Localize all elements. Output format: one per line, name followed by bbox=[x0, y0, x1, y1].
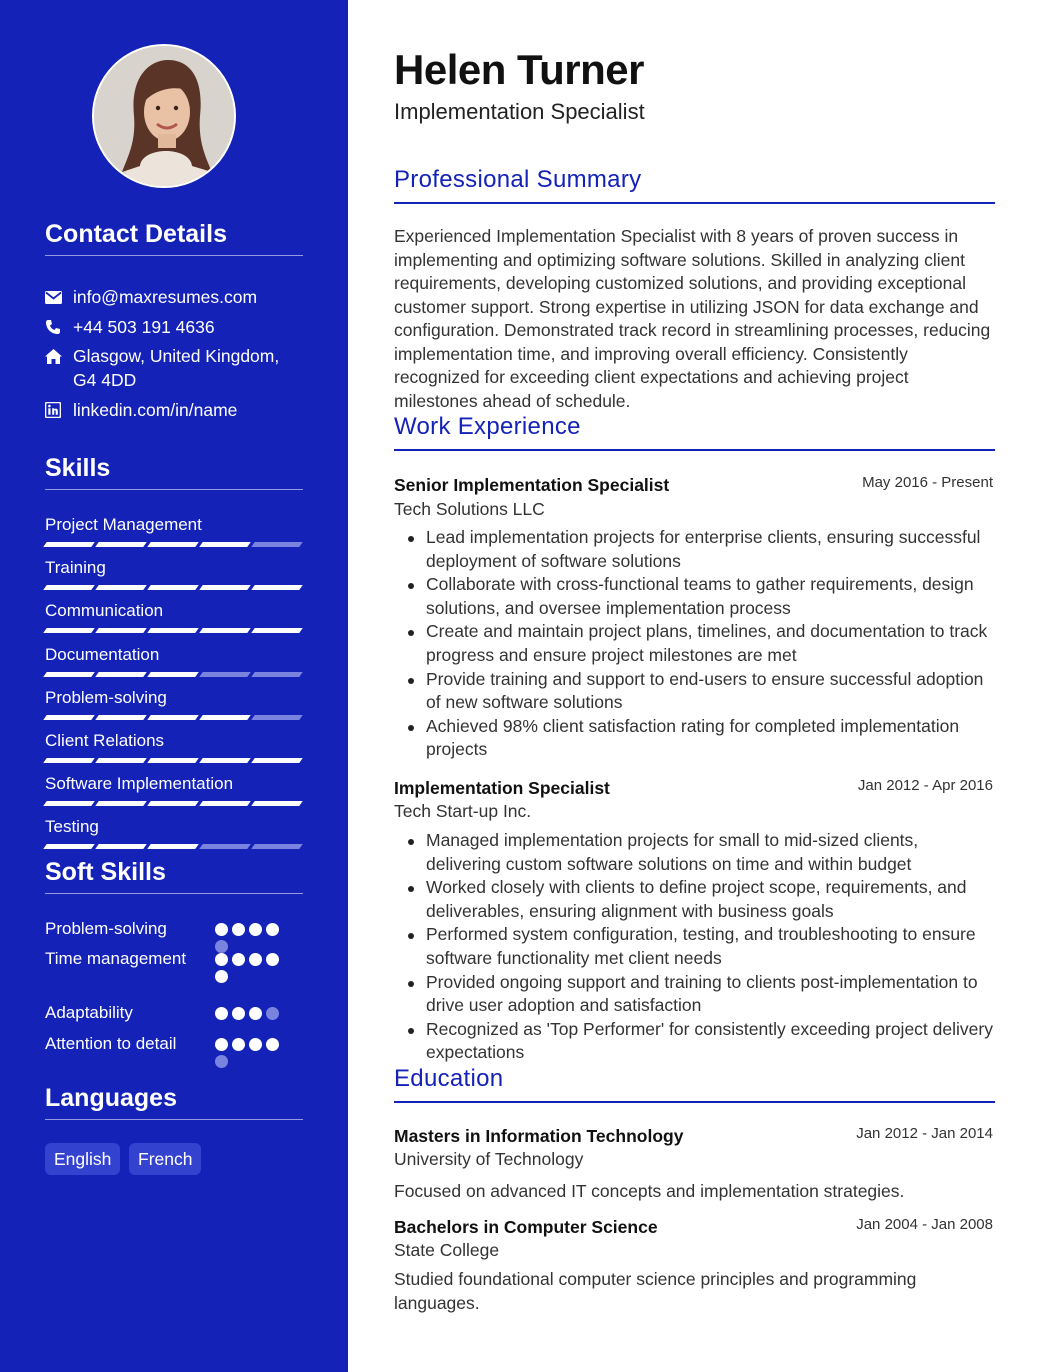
skill-level-segment bbox=[147, 844, 199, 849]
list-item: Managed implementation projects for small to mid-sized clients, delivering custom software solutions on time and within budget bbox=[394, 829, 995, 876]
skill-level-bar bbox=[45, 542, 303, 547]
rating-dot bbox=[215, 953, 228, 966]
job-dates: Jan 2012 - Apr 2016 bbox=[857, 777, 993, 794]
skill-item bbox=[45, 514, 303, 547]
list-item: Worked closely with clients to define project scope, requirements, and deliverables, ensuring alignment with business goals bbox=[394, 876, 995, 923]
skill-level-segment bbox=[251, 672, 303, 677]
skill-level-segment bbox=[43, 715, 95, 720]
skill-level-segment bbox=[43, 628, 95, 633]
skill-item bbox=[45, 644, 303, 677]
skill-item bbox=[45, 730, 303, 763]
skill-level-segment bbox=[147, 628, 199, 633]
skill-name: Problem-solving bbox=[45, 688, 167, 707]
job-bullets bbox=[394, 526, 995, 762]
skill-level-bar bbox=[45, 585, 303, 590]
rating-dot bbox=[215, 1055, 228, 1068]
rating-dot bbox=[215, 923, 228, 936]
contact-phone[interactable] bbox=[45, 315, 303, 339]
soft-skill-item bbox=[45, 917, 303, 941]
skill-level-segment bbox=[251, 801, 303, 806]
skill-level-segment bbox=[199, 585, 251, 590]
skill-level-bar bbox=[45, 758, 303, 763]
education-heading: Education bbox=[394, 1065, 995, 1103]
soft-skill-item bbox=[45, 1032, 303, 1056]
profile-photo bbox=[94, 46, 236, 188]
degree-title: Masters in Information Technology bbox=[394, 1126, 684, 1146]
skill-name: Training bbox=[45, 558, 106, 577]
soft-skill-item bbox=[45, 1001, 303, 1025]
avatar bbox=[92, 44, 236, 188]
list-item: Provide training and support to end-users to ensure successful adoption of new software solutions bbox=[394, 668, 995, 715]
skill-level-segment bbox=[251, 758, 303, 763]
rating-dot bbox=[232, 1038, 245, 1051]
list-item: Performed system configuration, testing, and troubleshooting to ensure software functionality met client needs bbox=[394, 923, 995, 970]
contact-heading: Contact Details bbox=[45, 220, 303, 256]
job-company: Tech Solutions LLC bbox=[394, 499, 545, 519]
education-description: Focused on advanced IT concepts and implementation strategies. bbox=[394, 1181, 905, 1201]
skill-level-segment bbox=[199, 844, 251, 849]
skill-level-segment bbox=[251, 542, 303, 547]
skill-item bbox=[45, 816, 303, 849]
rating-dot bbox=[232, 953, 245, 966]
languages-heading: Languages bbox=[45, 1084, 303, 1120]
soft-skills-heading: Soft Skills bbox=[45, 858, 303, 894]
skill-level-segment bbox=[147, 672, 199, 677]
school-name: State College bbox=[394, 1240, 500, 1260]
skill-name: Client Relations bbox=[45, 731, 165, 750]
skills-heading: Skills bbox=[45, 454, 303, 490]
skill-level-segment bbox=[199, 628, 251, 633]
skill-level-segment bbox=[147, 715, 199, 720]
skill-item bbox=[45, 687, 303, 720]
skill-name: Communication bbox=[45, 601, 164, 620]
envelope-icon bbox=[45, 285, 73, 309]
soft-skill-rating bbox=[215, 953, 291, 983]
job-title: Implementation Specialist bbox=[394, 778, 610, 798]
skill-level-segment bbox=[251, 715, 303, 720]
skill-level-segment bbox=[95, 715, 147, 720]
skill-level-segment bbox=[199, 542, 251, 547]
rating-dot bbox=[266, 953, 279, 966]
skill-level-segment bbox=[95, 585, 147, 590]
linkedin-icon bbox=[45, 398, 73, 422]
rating-dot bbox=[232, 1007, 245, 1020]
skill-level-segment bbox=[95, 672, 147, 677]
email-text: info@maxresumes.com bbox=[73, 287, 258, 307]
rating-dot bbox=[215, 1007, 228, 1020]
skill-level-segment bbox=[43, 801, 95, 806]
soft-skill-name: Time management bbox=[45, 949, 187, 968]
rating-dot bbox=[249, 1038, 262, 1051]
sidebar bbox=[0, 0, 348, 1372]
skill-level-bar bbox=[45, 844, 303, 849]
rating-dot bbox=[249, 923, 262, 936]
skill-level-segment bbox=[43, 844, 95, 849]
school-name: University of Technology bbox=[394, 1149, 584, 1169]
skill-level-segment bbox=[147, 585, 199, 590]
job-bullets bbox=[394, 829, 995, 1065]
skill-level-segment bbox=[147, 801, 199, 806]
soft-skill-rating bbox=[215, 1038, 291, 1068]
skill-item bbox=[45, 773, 303, 806]
rating-dot bbox=[215, 970, 228, 983]
linkedin-text: linkedin.com/in/name bbox=[73, 400, 238, 420]
contact-address bbox=[45, 344, 303, 392]
language-tag: English bbox=[45, 1143, 120, 1175]
skill-level-segment bbox=[199, 715, 251, 720]
rating-dot bbox=[249, 953, 262, 966]
contact-email[interactable] bbox=[45, 285, 303, 309]
skill-level-segment bbox=[43, 758, 95, 763]
list-item: Provided ongoing support and training to clients post-implementation to drive user adoption and satisfaction bbox=[394, 971, 995, 1018]
skill-level-segment bbox=[199, 758, 251, 763]
skill-level-segment bbox=[95, 542, 147, 547]
address-text: Glasgow, United Kingdom, G4 4DD bbox=[73, 346, 280, 390]
contact-linkedin[interactable] bbox=[45, 398, 303, 422]
rating-dot bbox=[249, 1007, 262, 1020]
skill-level-segment bbox=[251, 585, 303, 590]
skill-level-segment bbox=[251, 628, 303, 633]
phone-icon bbox=[45, 315, 73, 339]
skill-level-segment bbox=[95, 844, 147, 849]
skill-level-bar bbox=[45, 672, 303, 677]
skill-level-segment bbox=[43, 585, 95, 590]
skill-level-bar bbox=[45, 801, 303, 806]
skill-level-segment bbox=[199, 672, 251, 677]
skill-level-segment bbox=[147, 758, 199, 763]
soft-skill-name: Adaptability bbox=[45, 1003, 133, 1022]
soft-skill-name: Attention to detail bbox=[45, 1034, 177, 1053]
skill-level-segment bbox=[251, 844, 303, 849]
home-icon bbox=[45, 344, 73, 368]
skill-item bbox=[45, 600, 303, 633]
rating-dot bbox=[266, 923, 279, 936]
degree-title: Bachelors in Computer Science bbox=[394, 1217, 658, 1237]
skill-item bbox=[45, 557, 303, 590]
language-tag: French bbox=[129, 1143, 201, 1175]
skill-name: Testing bbox=[45, 817, 99, 836]
phone-text: +44 503 191 4636 bbox=[73, 317, 215, 337]
skill-level-segment bbox=[95, 801, 147, 806]
skill-level-segment bbox=[199, 801, 251, 806]
rating-dot bbox=[232, 923, 245, 936]
skill-level-segment bbox=[95, 758, 147, 763]
list-item: Achieved 98% client satisfaction rating for completed implementation projects bbox=[394, 715, 995, 762]
summary-heading: Professional Summary bbox=[394, 166, 995, 204]
skill-level-segment bbox=[95, 628, 147, 633]
rating-dot bbox=[266, 1007, 279, 1020]
skill-level-bar bbox=[45, 715, 303, 720]
skill-name: Documentation bbox=[45, 645, 160, 664]
candidate-name: Helen Turner bbox=[394, 46, 644, 93]
rating-dot bbox=[215, 1038, 228, 1051]
summary-text: Experienced Implementation Specialist with 8 years of proven success in implementing and optimizing software solutions. Skilled in analyzing client requirements, developing customized solutions, and providing exceptional customer support. Strong expertise in utilizing JSON for data exchange and configuration. Demonstrated track record in streamlining processes, reducing implementation time, and improving overall efficiency. Consistently recognized for exceeding client expectations and achieving project milestones ahead of schedule. bbox=[394, 226, 991, 411]
skill-level-segment bbox=[43, 542, 95, 547]
job-company: Tech Start-up Inc. bbox=[394, 801, 532, 821]
job-dates: May 2016 - Present bbox=[862, 474, 993, 491]
education-dates: Jan 2004 - Jan 2008 bbox=[856, 1216, 993, 1233]
soft-skill-item bbox=[45, 947, 303, 971]
experience-heading: Work Experience bbox=[394, 413, 995, 451]
skill-name: Project Management bbox=[45, 515, 202, 534]
skill-name: Software Implementation bbox=[45, 774, 234, 793]
list-item: Collaborate with cross-functional teams to gather requirements, design solutions, and oversee implementation process bbox=[394, 573, 995, 620]
candidate-title: Implementation Specialist bbox=[394, 99, 645, 124]
job-title: Senior Implementation Specialist bbox=[394, 475, 670, 495]
skill-level-segment bbox=[147, 542, 199, 547]
skill-level-segment bbox=[43, 672, 95, 677]
education-description: Studied foundational computer science principles and programming languages. bbox=[394, 1269, 917, 1313]
list-item: Lead implementation projects for enterprise clients, ensuring successful deployment of software solutions bbox=[394, 526, 995, 573]
list-item: Create and maintain project plans, timelines, and documentation to track progress and ensure project milestones are met bbox=[394, 620, 995, 667]
rating-dot bbox=[266, 1038, 279, 1051]
soft-skill-rating bbox=[215, 1007, 291, 1020]
skill-level-bar bbox=[45, 628, 303, 633]
soft-skill-name: Problem-solving bbox=[45, 919, 167, 938]
list-item: Recognized as 'Top Performer' for consistently exceeding project delivery expectations bbox=[394, 1018, 995, 1065]
education-dates: Jan 2012 - Jan 2014 bbox=[856, 1125, 993, 1142]
